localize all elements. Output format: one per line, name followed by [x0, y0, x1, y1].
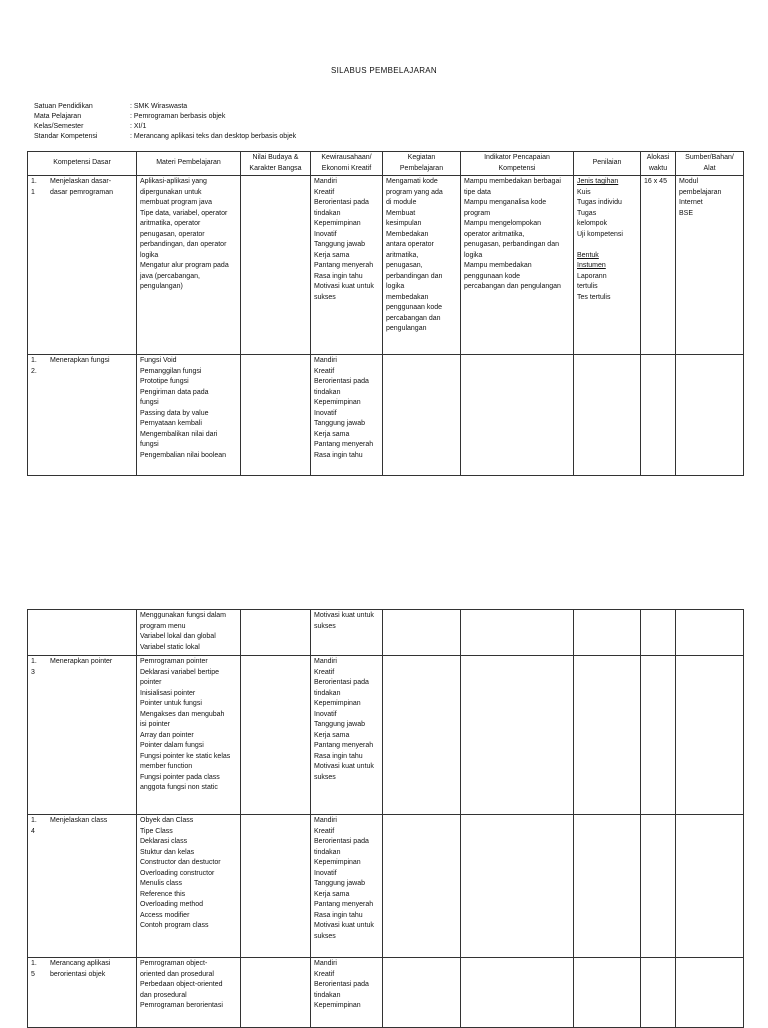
cell-line: Menulis class: [140, 880, 183, 887]
cell-line: 1: [31, 188, 35, 196]
cell-line: Menerapkan fungsi: [50, 357, 110, 364]
info-row: [34, 132, 296, 142]
cell-line: 1.: [31, 960, 37, 967]
cell-line: Motivasi kuat untuk: [314, 763, 374, 770]
cell-line: membuat program java: [140, 199, 212, 206]
cell-line: Instumen: [577, 262, 606, 269]
info-row: [34, 102, 296, 112]
cell-line: Tanggung jawab: [314, 880, 365, 887]
cell-penilaian: [574, 610, 641, 656]
cell-line: aritmatika,: [386, 251, 419, 259]
cell-line: Rasa ingin tahu: [314, 752, 363, 760]
cell-line: Fungsi Void: [140, 357, 177, 364]
cell-line: Kepemimpinan: [314, 1002, 361, 1009]
cell-indikator: [461, 656, 574, 815]
cell-materi: [137, 815, 241, 958]
cell-kompetensi-dasar: [28, 656, 137, 815]
cell-line: Pemrograman object-: [140, 960, 208, 967]
cell-line: penugasan,: [386, 262, 423, 269]
cell-line: Kerja sama: [314, 890, 350, 898]
cell-line: Penilaian: [592, 159, 622, 167]
cell-line: Variabel static lokal: [140, 643, 200, 651]
cell-line: Tugas: [577, 209, 597, 217]
kd-text: [50, 356, 110, 377]
cell-line: Kerja sama: [314, 731, 350, 739]
kd-number: [31, 959, 50, 980]
cell-line: Mandiri: [314, 817, 337, 824]
cell-line: Fungsi pointer pada class: [140, 773, 220, 781]
cell-sumber: [676, 176, 744, 355]
info-value: : Merancang aplikasi teks dan desktop berbasis objek: [130, 133, 297, 140]
cell-line: membedakan: [386, 293, 429, 301]
cell-line: Tipe Class: [140, 827, 173, 835]
cell-line: penggunaan kode: [464, 272, 521, 280]
cell-line: Inovatif: [314, 409, 337, 417]
cell-line: Menjelaskan class: [50, 817, 108, 824]
info-key: Standar Kompetensi: [34, 133, 98, 140]
cell-line: Kuis: [577, 188, 591, 196]
cell-line: Tanggung jawab: [314, 420, 365, 427]
cell-line: tindakan: [314, 991, 341, 999]
cell-line: Kreatif: [314, 188, 335, 196]
cell-line: Modul: [679, 178, 699, 185]
info-key: Satuan Pendidikan: [34, 103, 93, 110]
cell-line: Mengatur alur program pada: [140, 262, 229, 269]
cell-kompetensi-dasar: [28, 958, 137, 1028]
cell-line: Kerja sama: [314, 430, 350, 438]
cell-line: operator aritmatika,: [464, 230, 525, 238]
cell-sumber: [676, 610, 744, 656]
info-value: : XI/1: [130, 123, 147, 130]
cell-kegiatan: [383, 958, 461, 1028]
kd-wrapper: [31, 959, 133, 980]
cell-line: Rasa ingin tahu: [314, 272, 363, 280]
cell-line: pembelajaran: [679, 188, 722, 196]
cell-line: penugasan, operator: [140, 230, 205, 238]
kd-number: [31, 657, 50, 678]
cell-materi: [137, 176, 241, 355]
cell-indikator: [461, 815, 574, 958]
cell-line: program yang ada: [386, 188, 443, 196]
cell-line: fungsi: [140, 399, 159, 406]
cell-line: Deklarasi class: [140, 838, 188, 845]
cell-line: Membedakan: [386, 230, 429, 238]
cell-line: Karakter Bangsa: [249, 164, 302, 172]
cell-indikator: [461, 610, 574, 656]
cell-line: Nilai Budaya &: [252, 154, 299, 161]
cell-line: Tipe data, variabel, operator: [140, 209, 228, 217]
cell-line: Internet: [679, 199, 703, 206]
cell-line: pengulangan: [386, 325, 427, 332]
table-row: [28, 815, 744, 958]
cell-line: Pemrograman berorientasi: [140, 1002, 223, 1009]
kd-wrapper: [31, 177, 133, 198]
column-header: [137, 152, 241, 176]
cell-line: 1.: [31, 817, 37, 824]
cell-nilai-budaya: [241, 815, 311, 958]
cell-line: isi pointer: [140, 721, 170, 728]
cell-kegiatan: [383, 176, 461, 355]
kd-text: [50, 657, 112, 678]
cell-nilai-budaya: [241, 355, 311, 476]
cell-alokasi-waktu: [641, 355, 676, 476]
cell-line: Pointer dalam fungsi: [140, 742, 204, 749]
cell-line: 1.: [31, 357, 37, 364]
cell-line: Mampu menganalisa kode: [464, 199, 547, 206]
cell-line: program: [464, 209, 491, 217]
cell-penilaian: [574, 656, 641, 815]
cell-indikator: [461, 355, 574, 476]
cell-line: kelompok: [577, 220, 607, 227]
cell-line: penggunaan kode: [386, 304, 443, 311]
cell-line: Kreatif: [314, 970, 335, 978]
cell-kompetensi-dasar: [28, 815, 137, 958]
info-value: : SMK Wiraswasta: [130, 103, 188, 110]
cell-line: Tanggung jawab: [314, 241, 365, 248]
kd-number: [31, 177, 50, 198]
cell-line: Kepemimpinan: [314, 399, 361, 406]
cell-line: Perbedaan object-oriented: [140, 981, 223, 988]
cell-line: sukses: [314, 932, 336, 940]
column-header: [574, 152, 641, 176]
cell-nilai-budaya: [241, 176, 311, 355]
cell-line: Overloading constructor: [140, 869, 215, 877]
cell-line: logika: [464, 251, 483, 259]
cell-kegiatan: [383, 815, 461, 958]
cell-line: Mandiri: [314, 960, 337, 967]
cell-line: Mengembalikan nilai dari: [140, 430, 218, 438]
cell-line: Menggunakan fungsi dalam: [140, 612, 227, 619]
cell-sumber: [676, 355, 744, 476]
cell-kewirausahaan: [311, 355, 383, 476]
cell-materi: [137, 610, 241, 656]
cell-line: Access modifier: [140, 911, 190, 919]
cell-line: Jenis tagihan: [577, 178, 619, 185]
info-key: Mata Pelajaran: [34, 113, 82, 120]
kd-text: [50, 177, 113, 198]
cell-line: perbandingan dan: [386, 272, 443, 280]
cell-line: Kegiatan: [407, 154, 436, 161]
column-header: [383, 152, 461, 176]
cell-line: pengulangan): [140, 283, 183, 290]
cell-line: Kompetensi Dasar: [53, 159, 111, 167]
cell-line: Pointer untuk fungsi: [140, 700, 202, 707]
cell-penilaian: [574, 958, 641, 1028]
kd-text: [50, 816, 107, 837]
cell-line: dasar pemrograman: [50, 188, 114, 196]
cell-line: Array dan pointer: [140, 731, 194, 739]
cell-line: Tugas individu: [577, 199, 622, 206]
table-row: [28, 656, 744, 815]
cell-line: Reference this: [140, 890, 186, 898]
cell-line: Berorientasi pada: [314, 378, 369, 385]
cell-kewirausahaan: [311, 176, 383, 355]
cell-line: Uji kompetensi: [577, 230, 623, 238]
cell-line: Kewirausahaan/: [321, 154, 372, 161]
cell-line: Pengiriman data pada: [140, 388, 209, 396]
cell-line: 16 x 45: [644, 178, 667, 185]
cell-line: Pemrograman pointer: [140, 658, 208, 665]
info-key: Kelas/Semester: [34, 123, 84, 130]
cell-line: 4: [31, 827, 35, 835]
table-row: [28, 610, 744, 656]
info-row: [34, 122, 296, 132]
kd-wrapper: [31, 657, 133, 678]
table-row: [28, 958, 744, 1028]
cell-alokasi-waktu: [641, 656, 676, 815]
document-info: [34, 102, 296, 142]
cell-line: Mengakses dan mengubah: [140, 710, 225, 718]
cell-line: Constructor dan destuctor: [140, 859, 221, 866]
table-row: [28, 355, 744, 476]
cell-line: waktu: [648, 164, 668, 172]
cell-line: Rasa ingin tahu: [314, 451, 363, 459]
cell-line: Passing data by value: [140, 409, 209, 417]
cell-kewirausahaan: [311, 958, 383, 1028]
cell-line: dipergunakan untuk: [140, 188, 202, 196]
cell-line: Bentuk: [577, 251, 599, 259]
cell-line: Menerapkan pointer: [50, 658, 113, 665]
cell-line: Menjelaskan dasar-: [50, 178, 112, 185]
cell-line: di module: [386, 199, 417, 206]
cell-line: Motivasi kuat untuk: [314, 922, 374, 929]
cell-line: Kepemimpinan: [314, 220, 361, 227]
cell-line: Pantang menyerah: [314, 262, 374, 269]
table-header-row: [28, 152, 744, 176]
cell-line: Inovatif: [314, 230, 337, 238]
kd-wrapper: [31, 816, 133, 837]
cell-line: Membuat: [386, 209, 416, 217]
cell-penilaian: [574, 815, 641, 958]
column-header: [311, 152, 383, 176]
cell-kegiatan: [383, 355, 461, 476]
cell-alokasi-waktu: [641, 610, 676, 656]
cell-line: Pantang menyerah: [314, 901, 374, 908]
cell-line: tindakan: [314, 848, 341, 856]
cell-line: Pernyataan kembali: [140, 420, 202, 427]
cell-line: Sumber/Bahan/: [685, 154, 734, 161]
cell-alokasi-waktu: [641, 815, 676, 958]
cell-line: 5: [31, 970, 35, 978]
cell-line: Obyek dan Class: [140, 817, 194, 824]
cell-line: tipe data: [464, 188, 491, 196]
cell-sumber: [676, 958, 744, 1028]
cell-indikator: [461, 176, 574, 355]
cell-line: Pantang menyerah: [314, 441, 374, 448]
cell-line: Inisialisasi pointer: [140, 689, 196, 697]
kd-number: [31, 356, 50, 377]
cell-line: 1.: [31, 658, 37, 665]
kd-wrapper: [31, 356, 133, 377]
cell-line: Mampu membedakan berbagai: [464, 178, 561, 185]
cell-kompetensi-dasar: [28, 355, 137, 476]
cell-materi: [137, 958, 241, 1028]
column-header: [28, 152, 137, 176]
cell-line: Indikator Pencapaian: [484, 154, 550, 161]
cell-line: berorientasi objek: [50, 970, 106, 978]
cell-line: aritmatika, operator: [140, 220, 201, 227]
cell-materi: [137, 355, 241, 476]
cell-line: percabangan dan: [386, 314, 441, 322]
cell-line: sukses: [314, 622, 336, 630]
cell-line: Pengembalian nilai boolean: [140, 451, 227, 459]
cell-line: BSE: [679, 209, 694, 217]
cell-kompetensi-dasar: [28, 610, 137, 656]
cell-line: Berorientasi pada: [314, 981, 369, 988]
cell-line: Stuktur dan kelas: [140, 848, 195, 856]
cell-materi: [137, 656, 241, 815]
cell-line: oriented dan prosedural: [140, 970, 214, 978]
cell-penilaian: [574, 176, 641, 355]
cell-line: tindakan: [314, 388, 341, 396]
cell-line: Kerja sama: [314, 251, 350, 259]
cell-line: Motivasi kuat untuk: [314, 612, 374, 619]
cell-line: kesimpulan: [386, 220, 422, 227]
cell-line: Tanggung jawab: [314, 721, 365, 728]
cell-nilai-budaya: [241, 656, 311, 815]
column-header: [676, 152, 744, 176]
cell-kewirausahaan: [311, 656, 383, 815]
cell-sumber: [676, 656, 744, 815]
cell-line: Pembelajaran: [399, 164, 444, 172]
cell-line: tindakan: [314, 209, 341, 217]
cell-line: Mandiri: [314, 658, 337, 665]
column-header: [641, 152, 676, 176]
cell-line: Pemanggilan fungsi: [140, 367, 202, 375]
cell-line: tertulis: [577, 283, 598, 290]
cell-line: Mampu membedakan: [464, 262, 532, 269]
cell-line: Inovatif: [314, 869, 337, 877]
cell-line: Mandiri: [314, 178, 337, 185]
cell-nilai-budaya: [241, 610, 311, 656]
column-header: [461, 152, 574, 176]
cell-line: Inovatif: [314, 710, 337, 718]
cell-kompetensi-dasar: [28, 176, 137, 355]
cell-line: Merancang aplikasi: [50, 960, 111, 967]
cell-nilai-budaya: [241, 958, 311, 1028]
cell-line: Kompetensi: [498, 164, 536, 172]
cell-line: Berorientasi pada: [314, 838, 369, 845]
cell-line: Kreatif: [314, 668, 335, 676]
cell-line: Mampu mengelompokan: [464, 220, 542, 227]
cell-alokasi-waktu: [641, 176, 676, 355]
cell-line: Laporann: [577, 272, 607, 280]
cell-line: Pantang menyerah: [314, 742, 374, 749]
cell-line: Fungsi pointer ke static kelas: [140, 752, 231, 760]
cell-line: Overloading method: [140, 901, 204, 908]
cell-line: Deklarasi variabel bertipe: [140, 668, 219, 676]
cell-line: antara operator: [386, 241, 434, 248]
kd-text: [50, 959, 110, 980]
cell-line: anggota fungsi non static: [140, 784, 218, 791]
cell-line: member function: [140, 763, 193, 770]
cell-line: Motivasi kuat untuk: [314, 283, 374, 290]
cell-line: logika: [386, 283, 405, 290]
cell-line: Alat: [703, 164, 716, 172]
column-header: [241, 152, 311, 176]
cell-line: percabangan dan pengulangan: [464, 283, 561, 290]
cell-line: Alokasi: [646, 154, 670, 161]
table-row: [28, 176, 744, 355]
cell-line: Kepemimpinan: [314, 859, 361, 866]
cell-line: Kepemimpinan: [314, 700, 361, 707]
cell-line: Mengamati kode: [386, 178, 438, 185]
cell-line: Materi Pembelajaran: [156, 159, 221, 167]
cell-line: Kreatif: [314, 827, 335, 835]
syllabus-table-page-1: [27, 151, 744, 476]
info-row: [34, 112, 296, 122]
cell-kewirausahaan: [311, 610, 383, 656]
syllabus-table-page-2: [27, 609, 744, 1028]
cell-line: Kreatif: [314, 367, 335, 375]
cell-line: Rasa ingin tahu: [314, 911, 363, 919]
document-title: SILABUS PEMBELAJARAN: [330, 66, 438, 75]
cell-line: tindakan: [314, 689, 341, 697]
cell-kegiatan: [383, 610, 461, 656]
cell-line: program menu: [140, 622, 186, 630]
cell-line: 1.: [31, 178, 37, 185]
cell-line: logika: [140, 251, 159, 259]
kd-number: [31, 816, 50, 837]
info-value: : Pemrograman berbasis objek: [130, 113, 226, 120]
cell-sumber: [676, 815, 744, 958]
cell-line: Berorientasi pada: [314, 679, 369, 686]
cell-kewirausahaan: [311, 815, 383, 958]
cell-indikator: [461, 958, 574, 1028]
cell-alokasi-waktu: [641, 958, 676, 1028]
cell-line: sukses: [314, 293, 336, 301]
cell-line: dan prosedural: [140, 991, 187, 999]
cell-line: Tes tertulis: [577, 293, 611, 301]
cell-line: Ekonomi Kreatif: [321, 164, 372, 172]
cell-line: Variabel lokal dan global: [140, 633, 216, 640]
cell-line: fungsi: [140, 441, 159, 448]
cell-line: perbandingan, dan operator: [140, 241, 227, 248]
cell-line: [577, 240, 637, 251]
cell-line: Mandiri: [314, 357, 337, 364]
cell-line: 2.: [31, 367, 37, 375]
cell-line: pointer: [140, 679, 162, 686]
cell-line: Aplikasi-aplikasi yang: [140, 178, 207, 185]
cell-line: penugasan, perbandingan dan: [464, 241, 559, 248]
cell-line: java (percabangan,: [140, 272, 200, 280]
cell-line: Berorientasi pada: [314, 199, 369, 206]
cell-kegiatan: [383, 656, 461, 815]
cell-penilaian: [574, 355, 641, 476]
cell-line: sukses: [314, 773, 336, 781]
cell-line: 3: [31, 668, 35, 676]
cell-line: Contoh program class: [140, 922, 209, 929]
cell-line: Prototipe fungsi: [140, 378, 189, 385]
